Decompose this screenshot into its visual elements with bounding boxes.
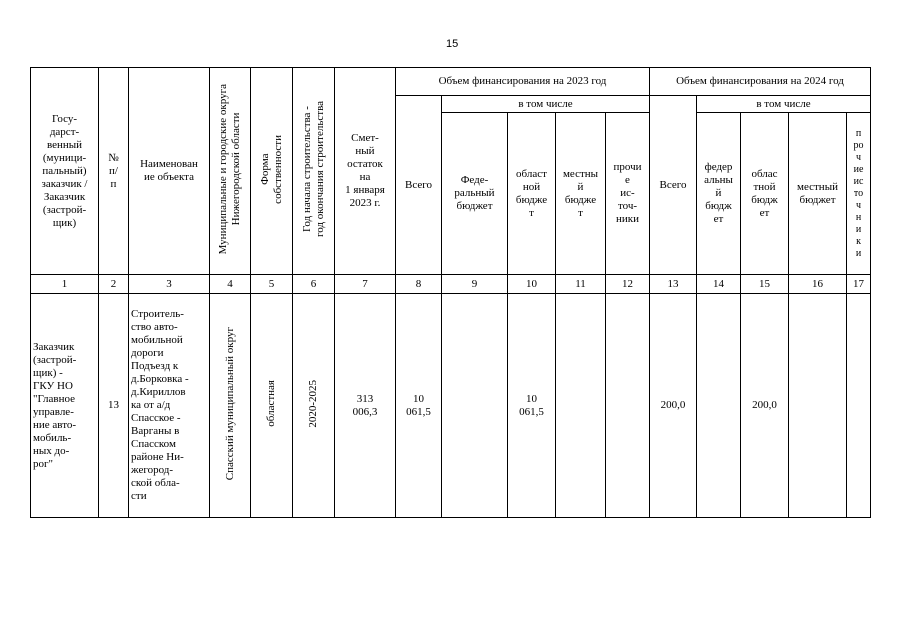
- column-number: 12: [606, 275, 650, 294]
- row-federal-2024: [697, 294, 741, 518]
- row-years: 2020-2025: [307, 379, 319, 428]
- header-years-cell: [293, 68, 335, 275]
- header-financing-2023: Объем финансирования на 2023 год: [396, 68, 650, 96]
- header-local-2024: местный бюджет: [789, 113, 847, 275]
- header-regional-2023: област ной бюдже т: [508, 113, 556, 275]
- column-number: 11: [556, 275, 606, 294]
- table-row: [31, 294, 871, 518]
- header-row-1: [31, 68, 871, 96]
- row-ownership-cell: [251, 294, 293, 518]
- column-number-row: [31, 275, 871, 294]
- header-total-2023: Всего: [396, 96, 442, 275]
- header-including-2023: в том числе: [442, 96, 650, 113]
- header-financing-2024: Объем финансирования на 2024 год: [650, 68, 871, 96]
- header-object-name: Наименован ие объекта: [129, 68, 210, 275]
- column-number: 10: [508, 275, 556, 294]
- header-years: Год начала строительства - год окончания строительства: [300, 101, 326, 237]
- row-total-2024: 200,0: [650, 294, 697, 518]
- financing-table: [30, 67, 871, 518]
- row-object-name: Строитель- ство авто- мобильной дороги Подъезд к д.Борковка - д.Кириллов ка от а/д Спасское - Варганы в Спасском районе Ни- жегород- ской обла- сти: [129, 294, 210, 518]
- header-including-2024: в том числе: [697, 96, 871, 113]
- header-ownership: Форма собственности: [258, 134, 284, 204]
- column-number: 5: [251, 275, 293, 294]
- page-number: 15: [446, 38, 459, 50]
- header-customer: Госу- дарст- венный (муници- пальный) заказчик / Заказчик (застрой- щик): [31, 68, 99, 275]
- header-federal-2024: федер альны й бюдж ет: [697, 113, 741, 275]
- column-number: 17: [847, 275, 871, 294]
- column-number: 2: [99, 275, 129, 294]
- row-other-2023: [606, 294, 650, 518]
- column-number: 7: [335, 275, 396, 294]
- row-estimated-balance: 313 006,3: [335, 294, 396, 518]
- column-number: 3: [129, 275, 210, 294]
- header-federal-2023: Феде- ральный бюджет: [442, 113, 508, 275]
- header-ownership-cell: [251, 68, 293, 275]
- column-number: 4: [210, 275, 251, 294]
- row-total-2023: 10 061,5: [396, 294, 442, 518]
- row-regional-2024: 200,0: [741, 294, 789, 518]
- row-ownership: областная: [265, 380, 277, 427]
- header-number: № п/ п: [99, 68, 129, 275]
- header-regional-2024: облас тной бюдж ет: [741, 113, 789, 275]
- row-federal-2023: [442, 294, 508, 518]
- column-number: 16: [789, 275, 847, 294]
- column-number: 6: [293, 275, 335, 294]
- column-number: 14: [697, 275, 741, 294]
- header-other-2023: прочи е ис- точ- ники: [606, 113, 650, 275]
- header-municipality-cell: [210, 68, 251, 275]
- row-local-2024: [789, 294, 847, 518]
- column-number: 8: [396, 275, 442, 294]
- header-total-2024: Всего: [650, 96, 697, 275]
- row-municipality-cell: [210, 294, 251, 518]
- header-other-2024: п ро ч ие ис то ч н и к и: [847, 113, 871, 275]
- row-number: 13: [99, 294, 129, 518]
- row-regional-2023: 10 061,5: [508, 294, 556, 518]
- row-local-2023: [556, 294, 606, 518]
- column-number: 15: [741, 275, 789, 294]
- header-estimated-balance: Смет- ный остаток на 1 января 2023 г.: [335, 68, 396, 275]
- header-local-2023: местны й бюдже т: [556, 113, 606, 275]
- row-customer: Заказчик (застрой- щик) - ГКУ НО "Главное управле- ние авто- мобиль- ных до- рог": [31, 294, 99, 518]
- column-number: 9: [442, 275, 508, 294]
- header-municipality: Муниципальные и городские округа Нижегородской области: [217, 83, 242, 255]
- row-other-2024: [847, 294, 871, 518]
- row-years-cell: [293, 294, 335, 518]
- row-municipality: Спасский муниципальный округ: [223, 326, 236, 481]
- column-number: 1: [31, 275, 99, 294]
- column-number: 13: [650, 275, 697, 294]
